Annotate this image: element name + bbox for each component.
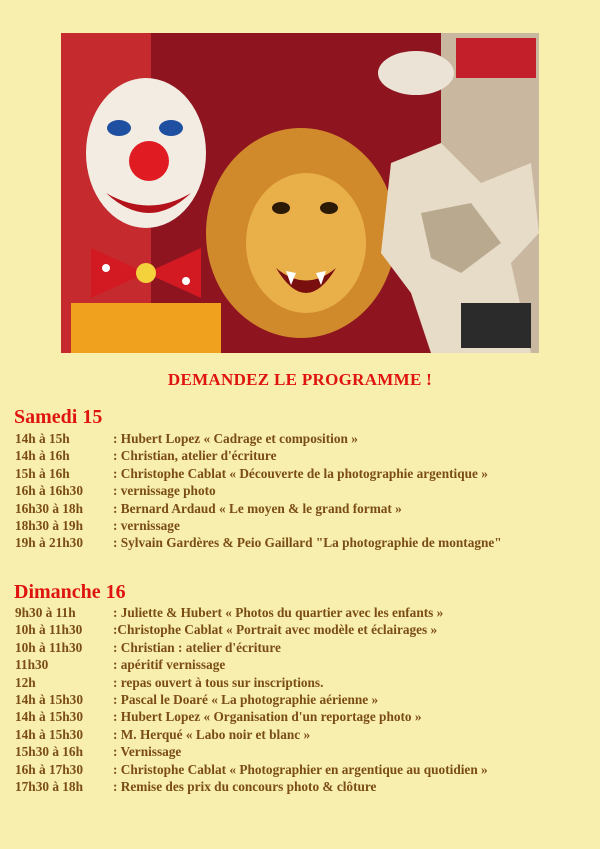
event-description: : Hubert Lopez « Cadrage et composition » <box>113 431 358 446</box>
schedule-row <box>15 639 590 656</box>
event-time: 14h à 15h <box>15 431 70 446</box>
event-description: : vernissage <box>113 517 180 533</box>
schedule-row <box>15 743 590 760</box>
event-description: : Vernissage <box>113 744 182 760</box>
event-time: 18h30 à 19h <box>15 517 83 533</box>
event-description: : Hubert Lopez « Organisation d'un reportage photo » <box>113 709 422 725</box>
event-time: 15h à 16h <box>15 465 70 481</box>
sunday-schedule <box>15 604 590 795</box>
event-time: 16h30 à 18h <box>15 500 83 516</box>
event-description: : apéritif vernissage <box>113 657 226 673</box>
event-description: :Christophe Cablat « Portrait avec modèle et éclairages » <box>113 622 438 638</box>
event-description: : Christophe Cablat « Découverte de la photographie argentique » <box>113 465 488 481</box>
sunday-title: Dimanche 16 <box>14 581 126 603</box>
schedule-row <box>15 621 590 638</box>
event-description: : Sylvain Gardères & Peio Gaillard "La photographie de montagne" <box>113 535 502 551</box>
saturday-schedule <box>15 430 590 552</box>
event-time: 10h à 11h30 <box>15 639 83 655</box>
schedule-row <box>15 500 590 517</box>
schedule-row <box>15 534 590 551</box>
schedule-row <box>15 430 590 447</box>
schedule-row <box>15 726 590 743</box>
event-time: 14h à 16h <box>15 448 70 464</box>
circus-lion-illustration <box>61 33 539 353</box>
event-time: 17h30 à 18h <box>15 778 83 794</box>
programme-headline: DEMANDEZ LE PROGRAMME ! <box>167 370 433 389</box>
poster-image <box>61 33 539 353</box>
schedule-row <box>15 656 590 673</box>
schedule-row <box>15 465 590 482</box>
schedule-row <box>15 447 590 464</box>
event-time: 14h à 15h30 <box>15 726 83 742</box>
schedule-row <box>15 691 590 708</box>
event-time: 9h30 à 11h <box>15 605 76 620</box>
event-time: 16h à 17h30 <box>15 761 83 777</box>
event-description: : Juliette & Hubert « Photos du quartier avec les enfants » <box>113 605 444 620</box>
schedule-row <box>15 604 590 621</box>
event-description: : Remise des prix du concours photo & clôture <box>113 778 377 794</box>
event-time: 14h à 15h30 <box>15 709 83 725</box>
saturday-title: Samedi 15 <box>14 406 103 428</box>
event-description: : Bernard Ardaud « Le moyen & le grand format » <box>113 500 402 516</box>
event-time: 10h à 11h30 <box>15 622 83 638</box>
event-time: 11h30 <box>15 657 49 673</box>
event-description: : Christian, atelier d'écriture <box>113 448 277 464</box>
event-description: : Christophe Cablat « Photographier en argentique au quotidien » <box>113 761 488 777</box>
event-time: 19h à 21h30 <box>15 535 83 551</box>
event-time: 12h <box>15 674 36 690</box>
event-description: : vernissage photo <box>113 483 216 499</box>
schedule-row <box>15 708 590 725</box>
schedule-row <box>15 761 590 778</box>
event-time: 16h à 16h30 <box>15 483 83 499</box>
event-description: : Christian : atelier d'écriture <box>113 639 281 655</box>
event-description: : Pascal le Doaré « La photographie aérienne » <box>113 691 379 707</box>
schedule-row <box>15 517 590 534</box>
schedule-row <box>15 778 590 795</box>
event-time: 15h30 à 16h <box>15 744 83 760</box>
event-description: : M. Herqué « Labo noir et blanc » <box>113 726 311 742</box>
event-time: 14h à 15h30 <box>15 691 83 707</box>
schedule-row <box>15 674 590 691</box>
event-description: : repas ouvert à tous sur inscriptions. <box>113 674 324 690</box>
schedule-row <box>15 482 590 499</box>
